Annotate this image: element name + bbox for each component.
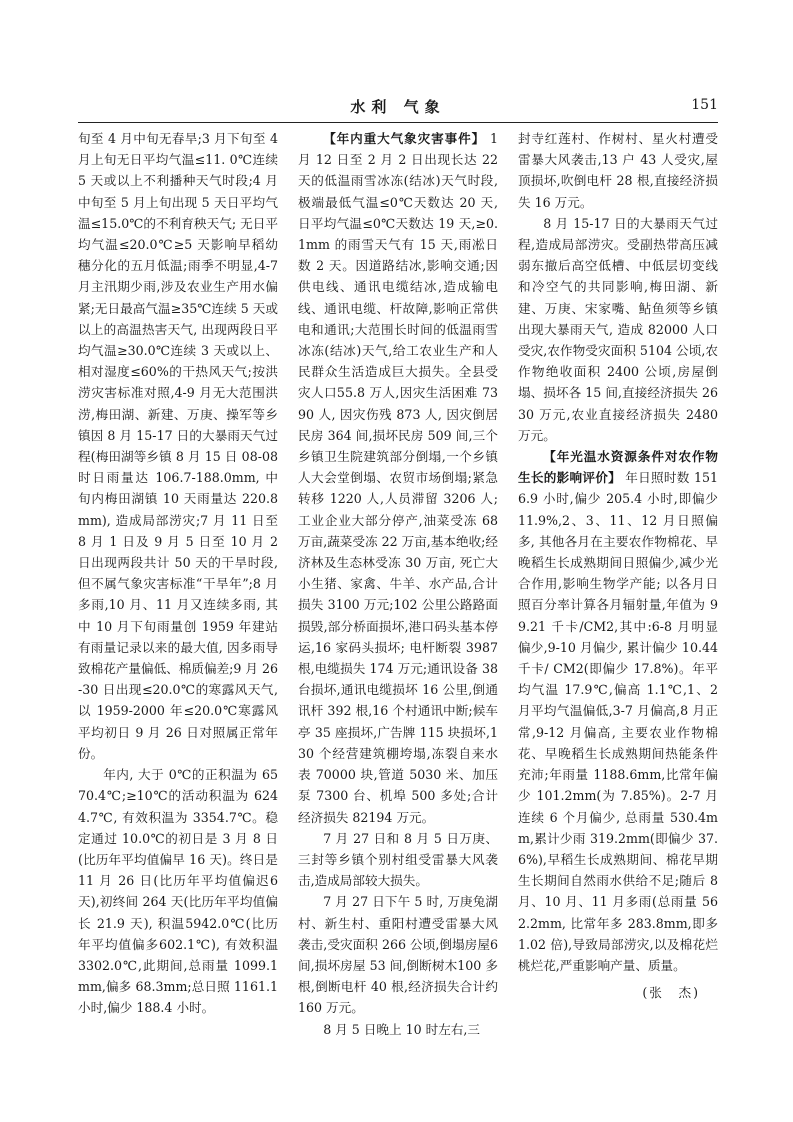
paragraph-disaster-events [298, 128, 498, 828]
evaluation-text: 年日照时数 1516.9 小时,偏少 205.4 小时,即偏少 11.9%,2、3、11、12 月日照偏多, 其他各月在主要农作物棉花、早晚稻生长成熟期间日照偏少,减少光合作用,影响生物学产能; 以各月日照百分率计算各月辐射量,年值为 99.21 千卡/CM2,其中:6-8 月明显偏少,9-10 月偏少, 累计偏少 10.44 千卡/ CM2(即偏少 17.8%)。年平均气温 17.9℃,偏高 1.1℃,1、2 月平均气温偏低,3-7 月偏高,8 月正常,9-12 月偏高, 主要农业作物棉花、早晚稻生长成熟期间热能条件充沛;年雨量 1188.6mm,比常年偏少 101.2mm(为 7.85%)。2-7 月连续 6 个月偏少, 总雨量 530.4mm,累计少雨 319.2mm(即偏少 37.6%),早稻生长成熟期间、棉花早期生长期间自然雨水供给不足;随后 8 月、10 月、11 月多雨(总雨量 562.2mm, 比常年多 283.8mm,即多 1.02 倍),导致局部涝灾,以及棉花烂桃烂花,严重影响产量、质量。 [518, 470, 718, 973]
page-number: 151 [691, 97, 718, 113]
journal-section-title: 水利 气象 [350, 98, 446, 116]
text-column-1 [78, 128, 278, 1019]
paragraph-thunderstorm-summary: 7 月 27 日和 8 月 5 日万庚、三封等乡镇个别村组受雷暴大风袭击,造成局部较大损失。 [298, 830, 498, 889]
section-heading-disasters: 【年内重大气象灾害事件】 [323, 131, 486, 146]
header-rule [78, 122, 718, 123]
paragraph-rainstorm-aug15: 8 月 15-17 日的大暴雨天气过程,造成局部涝灾。受副热带高压减弱东撤后高空低槽、中低层切变线和冷空气的共同影响,梅田湖、新建、万庚、宋家嘴、鲇鱼须等乡镇出现大暴雨天气, 造成 82000 人口受灾,农作物受灾面积 5104 公顷,农作物绝收面积 2400 公顷,房屋倒塌、损坏各 15 间,直接经济损失 2630 万元,农业直接经济损失 2480 万元。 [518, 215, 718, 443]
text-column-2 [298, 128, 498, 1040]
paragraph-thunderstorm-aug5-cont: 封寺红莲村、作树村、星火村遭受雷暴大风袭击,13 户 43 人受灾,屋顶损坏,吹倒电杆 28 根,直接经济损失 16 万元。 [518, 131, 718, 210]
author-byline: (张 杰) [642, 985, 700, 1001]
paragraph-resource-evaluation [518, 446, 718, 976]
running-header [78, 92, 718, 120]
paragraph-thunderstorm-aug5: 8 月 5 日晚上 10 时左右,三 [323, 1021, 481, 1037]
paragraph-thunderstorm-jul27: 7 月 27 日下午 5 时, 万庚兔湖村、新生村、重阳村遭受雷暴大风袭击,受灾面积 266 公顷,倒塌房屋6 间,损坏房屋 53 间,倒断树木100 多根,倒断电杆 40 根,经济损失合计约 160 万元。 [298, 894, 498, 1016]
paragraph-accumulated-temperature: 年内, 大于 0℃的正积温为 6570.4℃;≥10℃的活动积温为 6244.7℃, 有效积温为 3354.7℃。稳定通过 10.0℃的初日是 3 月 8 日(比历年平均值偏早 16 天)。终日是 11 月 26 日(比历年平均值偏迟6 天),初终间 264 天(比历年平均值偏长 21.9 天), 积温5942.0℃(比历年平均值偏多602.1℃), 有效积温 3302.0℃,此期间,总雨量 1099.1mm,偏多 68.3mm;总日照 1161.1 小时,偏少 188.4 小时。 [78, 767, 278, 1016]
disaster-text: 1 月 12 日至 2 月 2 日出现长达 22 天的低温雨雪冰冻(结冰)天气时段,极端最低气温≤0℃天数达 20 天, 日平均气温≤0℃天数达 19 天,≥0.1mm 的雨雪天气有 15 天,雨凇日数 2 天。因道路结冰,影响交通;因供电线、通讯电缆结冰,造成输电线、通讯电缆、杆故障,影响正常供电和通讯;大范围长时间的低温雨雪冰冻(结冰)天气,给工农业生产和人民群众生活造成巨大损失。全县受灾人口55.8 万人,因灾生活困难 7390 人, 因灾伤残 873 人, 因灾倒居民房 364 间,损坏民房 509 间,三个乡镇卫生院建筑部分倒塌,一个乡镇人大会堂倒塌、农贸市场倒塌;紧急转移 1220 人,人员滞留 3206 人;工业企业大部分停产,油菜受冻 68 万亩,蔬菜受冻 22 万亩,基本绝收;经济林及生态林受冻 30 万亩, 死亡大小生猪、家禽、牛羊、水产品,合计损失 3100 万元;102 公里公路路面损毁,部分桥面损坏,港口码头基本停运,16 家码头损坏; 电杆断裂 3987 根,电缆损失 174 万元;通讯设备 38 台损坏,通讯电缆损坏 16 公里,倒通讯杆 392 根,16 个村通讯中断;候车亭 35 座损坏,广告牌 115 块损坏,130 个经营建筑棚垮塌,冻裂自来水表 70000 块,管道 5030 米、加压泵 7300 台、机埠 500 多处;合计经济损失 82194 万元。 [298, 131, 498, 825]
text-column-3 [518, 128, 718, 1003]
section-heading-evaluation: 【年光温水资源条件对农作物生长的影响评价】 [518, 449, 718, 486]
paragraph-climate-summary: 旬至 4 月中旬无春旱;3 月下旬至 4 月上旬无日平均气温≤11. 0℃连续 5 天或以上不利播种天气时段;4 月中旬至 5 月上旬出现 5 天日平均气温≤15.0℃的不利育秧天气; 无日平均气温≤20.0℃≥5 天影响早稻幼穗分化的五月低温;雨季不明显,4-7 月主汛期少雨,涉及农业生产用水偏紧;无日最高气温≥35℃连续 5 天或以上的高温热害天气, 出现两段日平均气温≥30.0℃连续 3 天或以上、相对湿度≤60%的干热风天气;按洪涝灾害标准对照,4-9 月无大范围洪涝,梅田湖、新建、万庚、操军等乡镇因 8 月 15-17 日的大暴雨天气过程(梅田湖等乡镇 8 月 15 日 08-08 时日雨量达 106.7-188.0mm, 中旬内梅田湖镇 10 天雨量达 220.8mm), 造成局部涝灾;7 月 11 日至 8 月 1 日及 9 月 5 日至 10 月 2 日出现两段共计 50 天的干旱时段, 但不属气象灾害标准“干旱年”;8 月多雨,10 月、11 月又连续多雨, 其中 10 月下旬雨量创 1959 年建站有雨量记录以来的最大值, 因多雨导致棉花产量偏低、棉质偏差;9 月 26-30 日出现≤20.0℃的寒露风天气,以 1959-2000 年≤20.0℃寒露风平均初日 9 月 26 日对照属正常年份。 [78, 131, 279, 761]
